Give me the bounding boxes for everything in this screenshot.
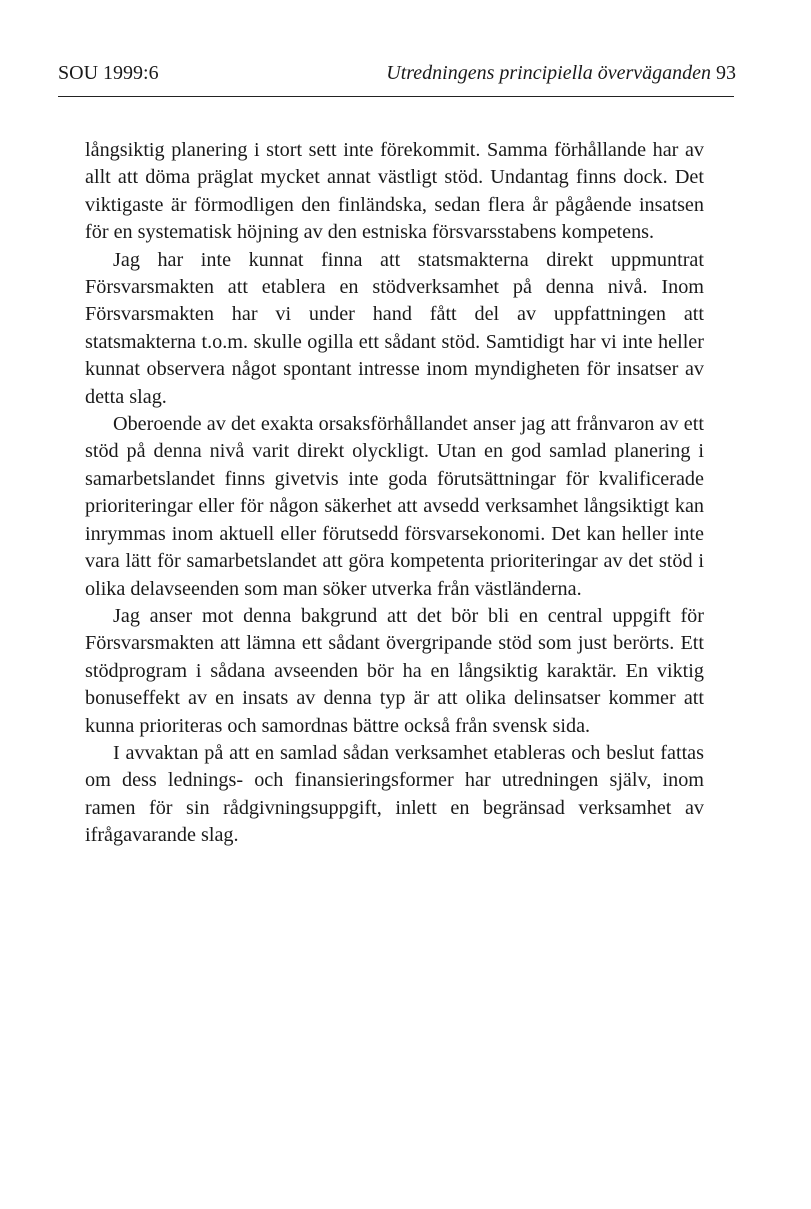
paragraph: Jag har inte kunnat finna att statsmakterna direkt uppmuntrat Försvarsmakten att etablera en stödverksamhet på denna nivå. Inom Försvarsmakten har vi under hand fått del av uppfattningen att statsmakterna t.o.m. skulle ogilla ett sådant stöd. Samtidigt har vi inte heller kunnat observera något spontant intresse inom myndigheten för insatser av detta slag. <box>85 248 704 408</box>
page-header <box>58 62 736 98</box>
body-text <box>85 137 704 850</box>
chapter-title: Utredningens principiella överväganden <box>386 62 711 84</box>
paragraph: Oberoende av det exakta orsaksförhållandet anser jag att frånvaron av ett stöd på denna nivå varit direkt olyckligt. Utan en god samlad planering i samarbetslandet finns givetvis inte goda förutsättningar för kvalificerade prioriteringar eller för någon säkerhet att avsedd verksamhet långsiktigt kan inrymmas inom aktuell eller förutsedd försvarsekonomi. Det kan heller inte vara lätt för samarbetslandet att göra kompetenta prioriteringar av det stöd i olika delavseenden som man söker utverka från västländerna. <box>85 413 704 600</box>
paragraph: Jag anser mot denna bakgrund att det bör bli en central uppgift för Försvarsmakten att lämna ett sådant övergripande stöd som just berörts. Ett stödprogram i sådana avseenden bör ha en långsiktig karaktär. En viktig bonuseffekt av en insats av denna typ är att olika delinsatser kommer att kunna prioriteras och samordnas bättre också från svensk sida. <box>85 604 704 737</box>
running-header <box>386 62 736 85</box>
paragraph: I avvaktan på att en samlad sådan verksamhet etableras och beslut fattas om dess lednings- och finansieringsformer har utredningen själv, inom ramen för sin rådgivningsuppgift, inlett en begränsad verksamhet av ifrågavarande slag. <box>85 741 704 847</box>
paragraph: långsiktig planering i stort sett inte förekommit. Samma förhållande har av allt att döma präglat mycket annat västligt stöd. Undantag finns dock. Det viktigaste är förmodligen den finländska, sedan flera år pågående insatsen för en systematisk höjning av den estniska försvarsstabens kompetens. <box>85 139 704 244</box>
header-rule <box>58 96 734 97</box>
page-number: 93 <box>716 62 736 84</box>
report-series: SOU 1999:6 <box>58 62 159 84</box>
